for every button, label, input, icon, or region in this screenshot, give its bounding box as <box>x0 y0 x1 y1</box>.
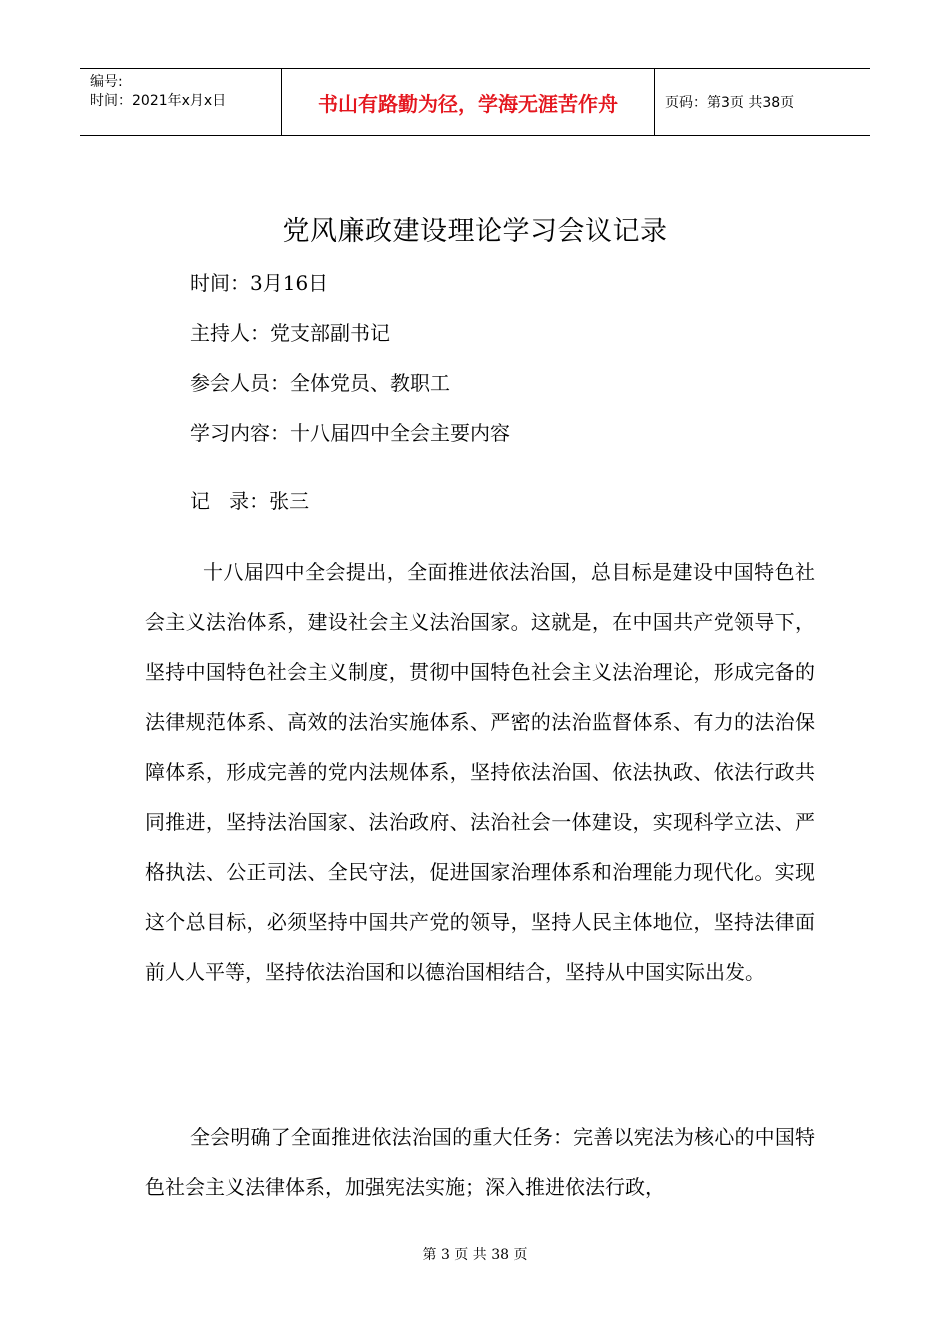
header-motto: 书山有路勤为径，学海无涯苦作舟 <box>282 69 655 135</box>
body-paragraph-2: 全会明确了全面推进依法治国的重大任务：完善以宪法为核心的中国特色社会主义法律体系，加强宪法实施；深入推进依法行政， <box>145 1125 815 1199</box>
header-page-info: 页码：第3页 共38页 <box>665 95 795 111</box>
document-number-label: 编号: <box>90 74 123 90</box>
meeting-attendees: 参会人员：全体党员、教职工 <box>190 371 450 395</box>
page-footer: 第 3 页 共 38 页 <box>422 1247 528 1263</box>
document-title: 党风廉政建设理论学习会议记录 <box>282 216 668 247</box>
meeting-host: 主持人：党支部副书记 <box>190 321 390 345</box>
meeting-recorder: 记 录：张三 <box>190 489 310 513</box>
body-paragraph-1: 十八届四中全会提出，全面推进依法治国，总目标是建设中国特色社会主义法治体系，建设社会主义法治国家。这就是，在中国共产党领导下，坚持中国特色社会主义制度，贯彻中国特色社会主义法治理论，形成完备的法律规范体系、高效的法治实施体系、严密的法治监督体系、有力的法治保障体系，形成完善的党内法规体系，坚持依法治国、依法执政、依法行政共同推进，坚持法治国家、法治政府、法治社会一体建设，实现科学立法、严格执法、公正司法、全民守法，促进国家治理体系和治理能力现代化。实现这个总目标，必须坚持中国共产党的领导，坚持人民主体地位，坚持法律面前人人平等，坚持依法治国和以德治国相结合，坚持从中国实际出发。 <box>145 560 815 984</box>
header-meta-cell <box>80 69 282 135</box>
meeting-content: 学习内容：十八届四中全会主要内容 <box>190 421 510 445</box>
meeting-time: 时间：3月16日 <box>190 271 329 295</box>
document-date-label: 时间：2021年x月x日 <box>90 93 227 109</box>
page-header <box>80 68 870 136</box>
